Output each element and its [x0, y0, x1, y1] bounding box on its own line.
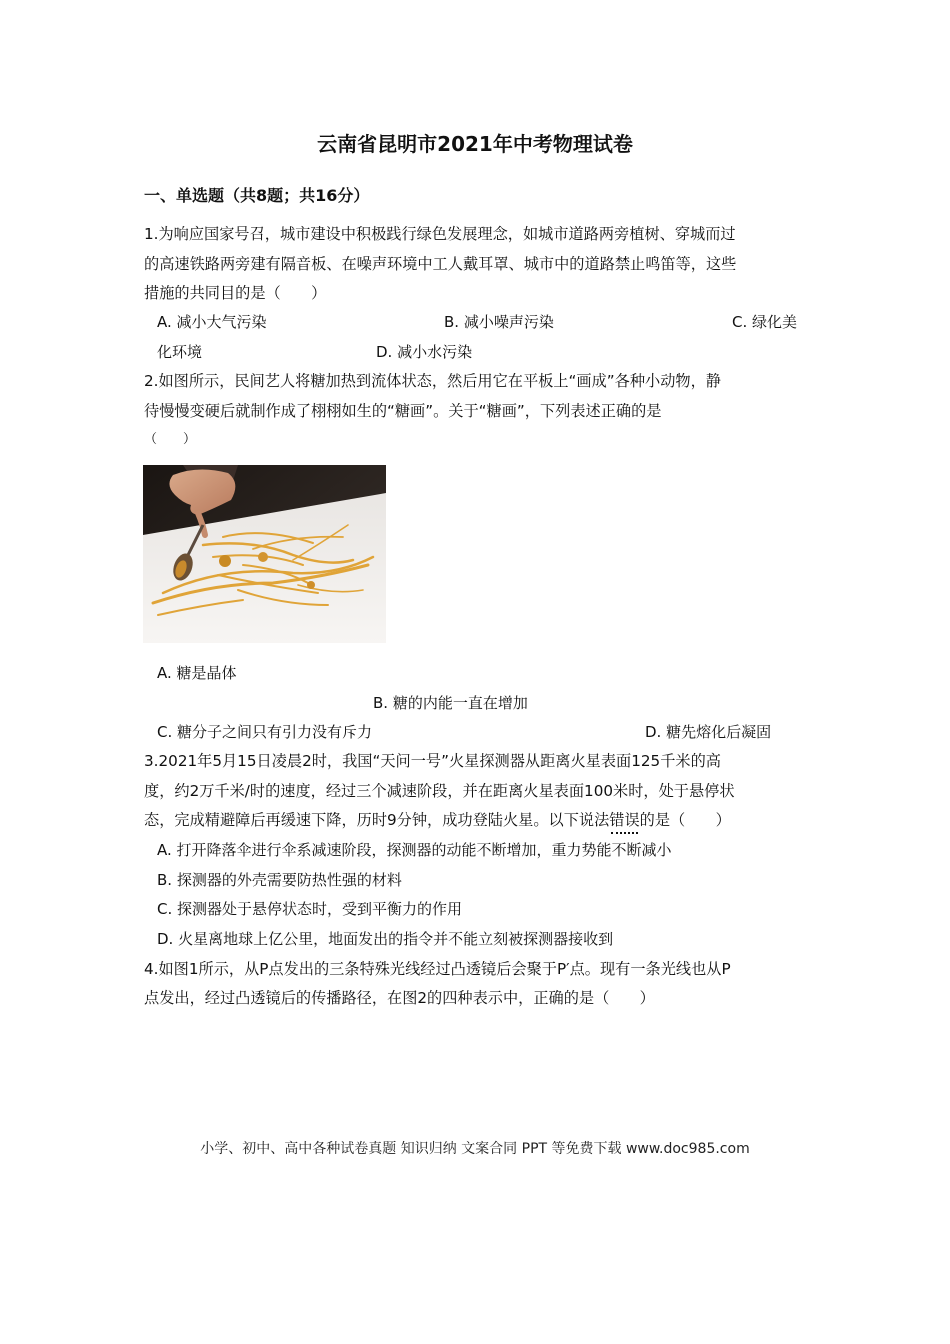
q3-line-2: 度，约2万千米/时的速度，经过三个减速阶段，并在距离火星表面100米时，处于悬停状: [144, 782, 735, 800]
q3-line-3-end: 的是（ ）: [639, 811, 731, 829]
q1-option-b: B. 减小噪声污染: [444, 313, 554, 331]
q1-line-2: 的高速铁路两旁建有隔音板、在噪声环境中工人戴耳罩、城市中的道路禁止鸣笛等，这些: [144, 255, 737, 273]
q4-line-2: 点发出，经过凸透镜后的传播路径，在图2的四种表示中，正确的是（ ）: [144, 989, 655, 1007]
q1-option-a: A. 减小大气污染: [157, 313, 267, 331]
q2-line-1: 2.如图所示，民间艺人将糖加热到流体状态，然后用它在平板上“画成”各种小动物，静: [144, 372, 721, 390]
q3-option-b: B. 探测器的外壳需要防热性强的材料: [157, 871, 402, 889]
q3-line-1: 3.2021年5月15日凌晨2时，我国“天问一号”火星探测器从距离火星表面125千米的高: [144, 752, 721, 770]
q2-option-c: C. 糖分子之间只有引力没有斥力: [157, 723, 373, 741]
page-title: 云南省昆明市2021年中考物理试卷: [317, 132, 633, 156]
q2-option-b: B. 糖的内能一直在增加: [373, 694, 528, 712]
q3-option-a: A. 打开降落伞进行伞系减速阶段，探测器的动能不断增加，重力势能不断减小: [157, 841, 672, 859]
q1-option-d: D. 减小水污染: [376, 343, 473, 361]
q3-option-d: D. 火星离地球上亿公里，地面发出的指令并不能立刻被探测器接收到: [157, 930, 614, 948]
q3-option-c: C. 探测器处于悬停状态时，受到平衡力的作用: [157, 900, 463, 918]
section-heading: 一、单选题（共8题；共16分）: [144, 186, 370, 205]
q1-line-1: 1.为响应国家号召，城市建设中积极践行绿色发展理念，如城市道路两旁植树、穿城而过: [144, 225, 736, 243]
q2-option-a: A. 糖是晶体: [157, 664, 237, 682]
q4-line-1: 4.如图1所示，从P点发出的三条特殊光线经过凸透镜后会聚于P′点。现有一条光线也从P: [144, 960, 731, 978]
q3-line-3-text: 态，完成精避障后再缓速下降，历时9分钟，成功登陆火星。以下说法: [144, 811, 610, 829]
page-footer: 小学、初中、高中各种试卷真题 知识归纳 文案合同 PPT 等免费下载 www.doc985.com: [200, 1141, 750, 1157]
q1-option-c: C. 绿化美: [732, 313, 798, 331]
q3-line-3: [144, 810, 731, 830]
sugar-painting-photo: [143, 465, 386, 643]
q2-option-d: D. 糖先熔化后凝固: [645, 723, 772, 741]
q2-line-3: （ ）: [144, 432, 197, 447]
q2-line-2: 待慢慢变硬后就制作成了栩栩如生的“糖画”。关于“糖画”，下列表述正确的是: [144, 402, 662, 420]
emphasis-word: 错误: [609, 811, 640, 829]
q1-option-c-continued: 化环境: [157, 343, 203, 361]
q1-line-3: 措施的共同目的是（ ）: [144, 284, 327, 302]
